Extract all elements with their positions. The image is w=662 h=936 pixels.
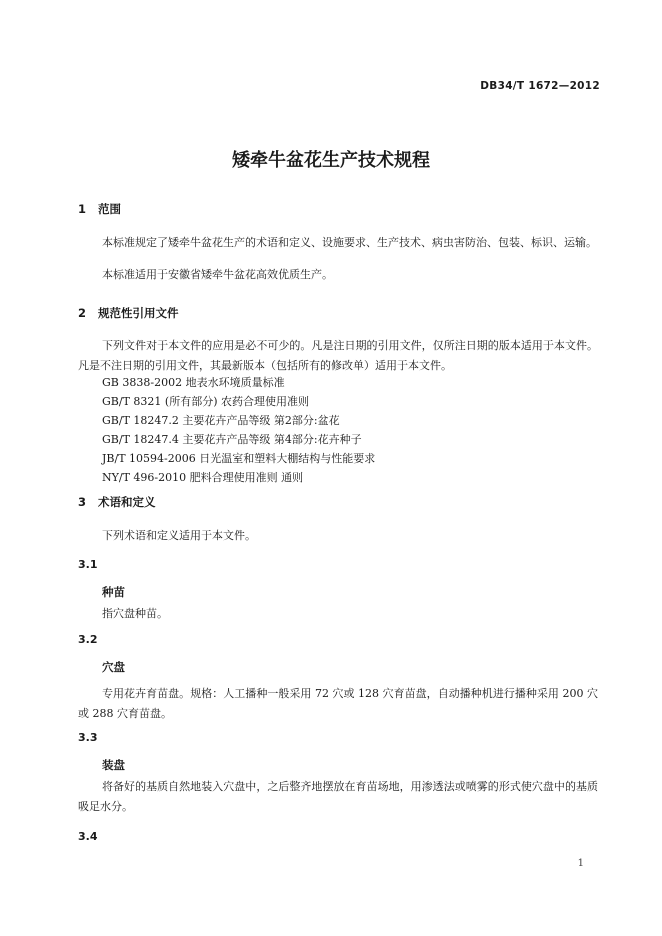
- paragraph: 下列文件对于本文件的应用是必不可少的。凡是注日期的引用文件，仅所注日期的版本适用于本文件。凡是不注日期的引用文件，其最新版本（包括所有的修改单）适用于本文件。: [78, 339, 598, 372]
- normative-reference: NY/T 496-2010 肥料合理使用准则 通则: [102, 471, 304, 484]
- paragraph: 本标准适用于安徽省矮牵牛盆花高效优质生产。: [102, 268, 333, 281]
- term-definition: 专用花卉育苗盘。规格：人工播种一般采用 72 穴或 128 穴育苗盘，自动播种机进行播种采用 200 穴或 288 穴育苗盘。: [78, 687, 598, 720]
- term-definition: 将备好的基质自然地装入穴盘中，之后整齐地摆放在育苗场地，用渗透法或喷雾的形式使穴盘中的基质吸足水分。: [78, 780, 598, 813]
- term-definition: 指穴盘种苗。: [102, 607, 168, 620]
- normative-reference: GB/T 18247.2 主要花卉产品等级 第2部分:盆花: [102, 414, 340, 427]
- section-number: 2: [78, 306, 87, 320]
- normative-reference: GB/T 8321 (所有部分) 农药合理使用准则: [102, 395, 309, 408]
- section-number: 1: [78, 202, 87, 216]
- section-title: 规范性引用文件: [98, 306, 179, 320]
- paragraph: 下列术语和定义适用于本文件。: [102, 529, 256, 542]
- section-title: 范围: [98, 202, 121, 216]
- paragraph: 本标准规定了矮牵牛盆花生产的术语和定义、设施要求、生产技术、病虫害防治、包装、标识、运输。: [102, 236, 597, 249]
- standard-code: DB34/T 1672—2012: [480, 80, 600, 92]
- section-number: 3: [78, 495, 87, 509]
- normative-reference: JB/T 10594-2006 日光温室和塑料大棚结构与性能要求: [102, 452, 376, 465]
- page-number: 1: [577, 858, 584, 869]
- clause-number: 3.1: [78, 558, 98, 571]
- clause-number: 3.3: [78, 731, 98, 744]
- term-name: 种苗: [102, 585, 125, 599]
- clause-number: 3.2: [78, 633, 98, 646]
- normative-reference: GB 3838-2002 地表水环境质量标准: [102, 376, 285, 389]
- section-1-heading: [78, 201, 121, 217]
- clause-number: 3.4: [78, 830, 98, 843]
- section-title: 术语和定义: [98, 495, 156, 509]
- term-name: 穴盘: [102, 660, 125, 674]
- term-name: 装盘: [102, 758, 125, 772]
- normative-reference: GB/T 18247.4 主要花卉产品等级 第4部分:花卉种子: [102, 433, 362, 446]
- section-2-heading: [78, 305, 179, 321]
- document-title: 矮牵牛盆花生产技术规程: [232, 150, 430, 171]
- section-3-heading: [78, 494, 156, 510]
